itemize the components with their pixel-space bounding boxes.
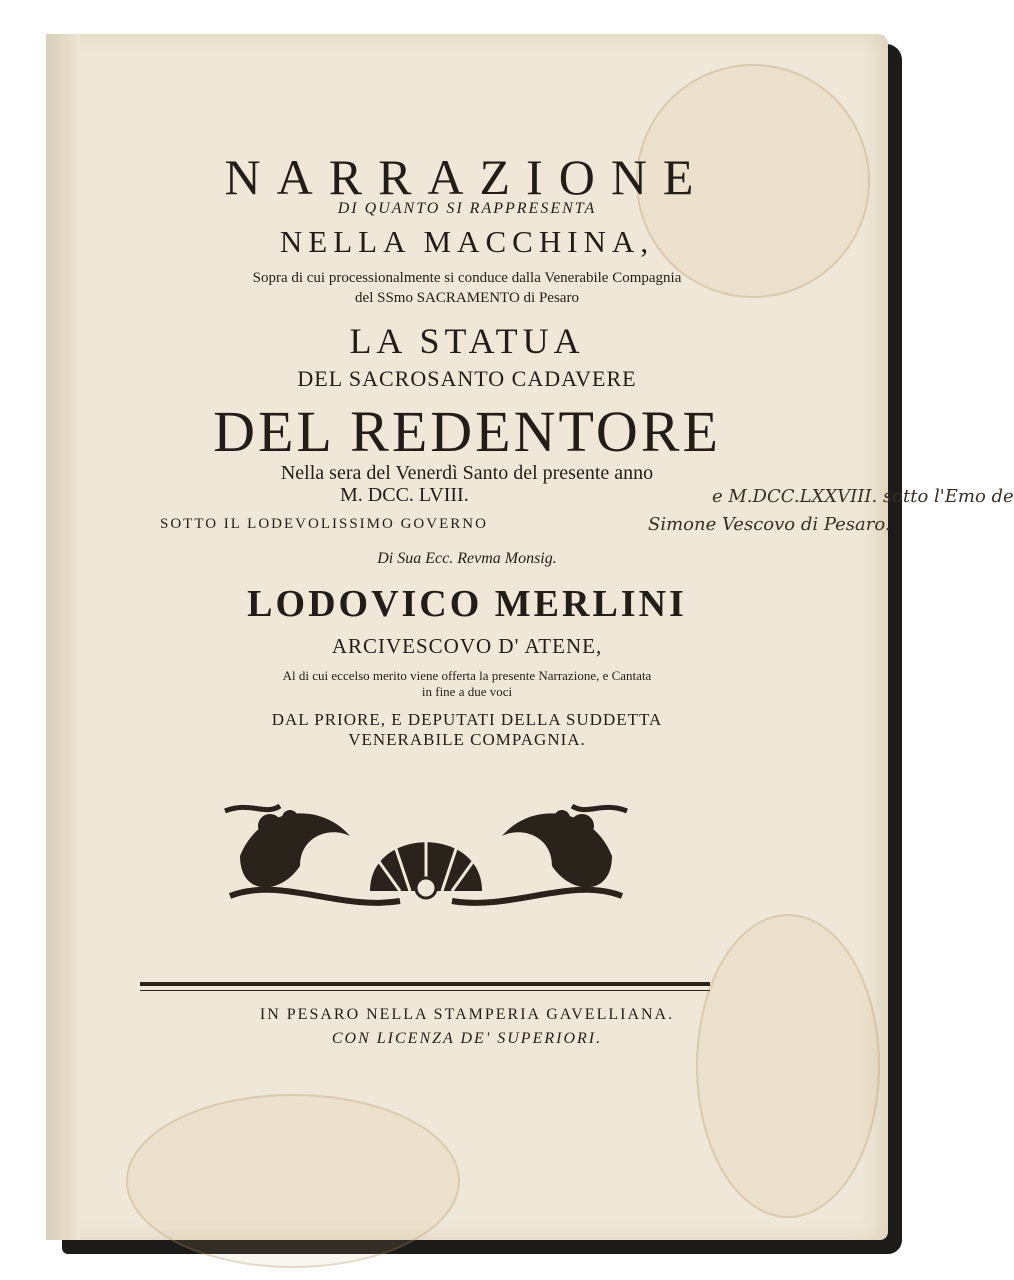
- stain-bottom-right: [696, 914, 880, 1218]
- text-line-4: del SSmo SACRAMENTO di Pesaro: [355, 290, 579, 306]
- woodcut-ornament: [220, 796, 632, 914]
- handwritten-note-2: Simone Vescovo di Pesaro.: [648, 514, 891, 535]
- text-line-13: in fine a due voci: [421, 684, 513, 699]
- text-line-10: Di Sua Ecc. Revma Monsig.: [377, 550, 557, 567]
- text-line-9: SOTTO IL LODEVOLISSIMO GOVERNO: [160, 516, 488, 532]
- text-line-6: DEL SACROSANTO CADAVERE: [297, 366, 637, 391]
- subtitle-1: DI QUANTO SI RAPPRESENTA: [337, 200, 597, 217]
- text-line-15: VENERABILE COMPAGNIA.: [348, 730, 586, 749]
- text-line-11: ARCIVESCOVO D' ATENE,: [331, 634, 603, 658]
- title-page: [46, 34, 1014, 1240]
- dedicatee-name: LODOVICO MERLINI: [247, 583, 687, 625]
- handwritten-note-1: e M.DCC.LXXVIII. sotto l'Emo de: [712, 486, 1014, 507]
- stain-bottom-left: [126, 1094, 460, 1268]
- title: NARRAZIONE: [224, 149, 710, 205]
- text-line-12: Al di cui eccelso merito viene offerta la presente Narrazione, e Cantata: [282, 668, 652, 683]
- text-line-3: Sopra di cui processionalmente si conduce dalla Venerabile Compagnia: [252, 270, 682, 286]
- text-line-5: LA STATUA: [349, 321, 585, 361]
- text-line-7: DEL REDENTORE: [213, 399, 721, 464]
- text-line-14: DAL PRIORE, E DEPUTATI DELLA SUDDETTA: [271, 710, 663, 729]
- rule-thick: [140, 982, 710, 986]
- subtitle-2: NELLA MACCHINA,: [279, 224, 655, 259]
- imprint-line-1: IN PESARO NELLA STAMPERIA GAVELLIANA.: [259, 1006, 675, 1023]
- imprint-line-2: CON LICENZA DE' SUPERIORI.: [331, 1030, 603, 1047]
- rule-thin: [140, 990, 710, 991]
- text-line-8: Nella sera del Venerdì Santo del presente anno: [280, 462, 654, 484]
- year: M. DCC. LVIII.: [340, 484, 469, 506]
